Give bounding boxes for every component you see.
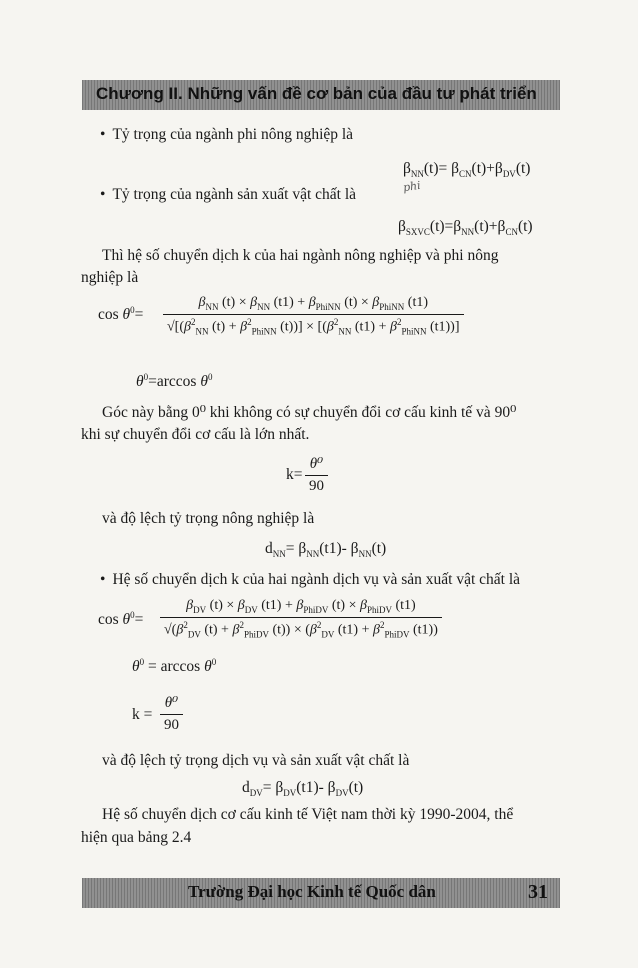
k-numerator-1: θ⁰ <box>309 456 324 472</box>
cos-label-2: $\cos \theta^0=$ <box>98 610 144 629</box>
paragraph-5-line-1: Hệ số chuyển dịch cơ cấu kinh tế Việt nam thời kỳ 1990-2004, thể <box>102 806 514 823</box>
paragraph-5-line-2: hiện qua bảng 2.4 <box>81 829 192 846</box>
handwritten-note: phi <box>402 178 422 195</box>
cos-label-1: $\cos \theta^0=$ <box>98 305 144 324</box>
paragraph-2-line-2: khi sự chuyển đổi cơ cấu là lớn nhất. <box>81 426 310 443</box>
equation-1-denominator: $√[(\beta^2_{NN}$ $(t) + \beta^2_{PhiNN}$ $(t))] \times [(\beta^2_{NN}$ $(t1) + \beta^2_{PhiNN}$ (t1))] <box>163 314 464 336</box>
theta-arccos-1: $\theta^0=\arccos$ $\theta^0$ <box>136 372 213 391</box>
paragraph-1-line-1: Thì hệ số chuyển dịch k của hai ngành nông nghiệp và phi nông <box>102 247 499 264</box>
chapter-title: Chương II. Những vấn đề cơ bản của đầu tư phát triển <box>96 84 537 103</box>
paragraph-4: và độ lệch tỷ trọng dịch vụ và sản xuất vật chất là <box>102 752 410 769</box>
k-label-2: k = <box>132 706 153 723</box>
footer-bar <box>82 878 560 908</box>
paragraph-1-line-2: nghiệp là <box>81 269 139 286</box>
paragraph-2-line-1: Góc này bằng 0⁰ khi không có sự chuyển đổi cơ cấu kinh tế và 90⁰ <box>102 404 517 421</box>
paragraph-3: và độ lệch tỷ trọng nông nghiệp là <box>102 510 315 527</box>
k-fraction-2 <box>160 693 183 734</box>
formula-beta-sxvc: $\beta_{SXVC}(t)=\beta_{NN}(t)+\beta_{CN}(t)$ <box>398 218 533 238</box>
page-number: 31 <box>528 881 548 903</box>
k-denominator-1: 90 <box>305 475 328 495</box>
k-numerator-2: θ⁰ <box>164 695 179 711</box>
formula-d-dv: $d_{DV}= \beta_{DV}(t1)-$ $\beta_{DV}(t)$ <box>242 779 364 799</box>
formula-d-nn: $d_{NN}= \beta_{NN}(t1)-$ $\beta_{NN}(t)$ <box>265 540 387 560</box>
equation-2-numerator: $\beta_{DV}$ $(t) \times \beta_{DV}$ $(t1) + \beta_{PhiDV}$ $(t) \times \beta_{PhiDV}$ (t1) <box>186 598 416 615</box>
equation-2-denominator: $√(\beta^2_{DV}$ $(t) + \beta^2_{PhiDV}$ $(t)) \times (\beta^2_{DV}$ $(t1) + \beta^2_{PhiDV}$ (t1)) <box>160 617 442 639</box>
footer-university-name: Trường Đại học Kinh tế Quốc dân <box>188 882 436 901</box>
theta-arccos-2: $\theta^0 = \arccos \theta^0$ <box>132 657 217 676</box>
k-fraction-1 <box>305 454 328 495</box>
k-label-1: k= <box>286 466 303 483</box>
bullet-phi-nong-nghiep: • Tỷ trọng của ngành phi nông nghiệp là <box>100 126 353 145</box>
bullet-san-xuat-vat-chat: • Tỷ trọng của ngành sản xuất vật chất là <box>100 186 356 205</box>
equation-2-fraction <box>160 598 442 639</box>
k-denominator-2: 90 <box>160 714 183 734</box>
formula-beta-nn: $\beta_{NN}(t)= \beta_{CN}(t)+\beta_{DV}(t)$ <box>403 160 531 180</box>
bullet-dich-vu: • Hệ số chuyển dịch k của hai ngành dịch vụ và sản xuất vật chất là <box>100 571 520 590</box>
equation-1-numerator: $\beta_{NN}$ $(t) \times \beta_{NN}$ $(t1) + \beta_{PhiNN}$ $(t) \times \beta_{PhiNN}$ (t1) <box>198 295 429 312</box>
equation-1-fraction <box>163 295 464 336</box>
chapter-header-bar <box>82 80 560 110</box>
